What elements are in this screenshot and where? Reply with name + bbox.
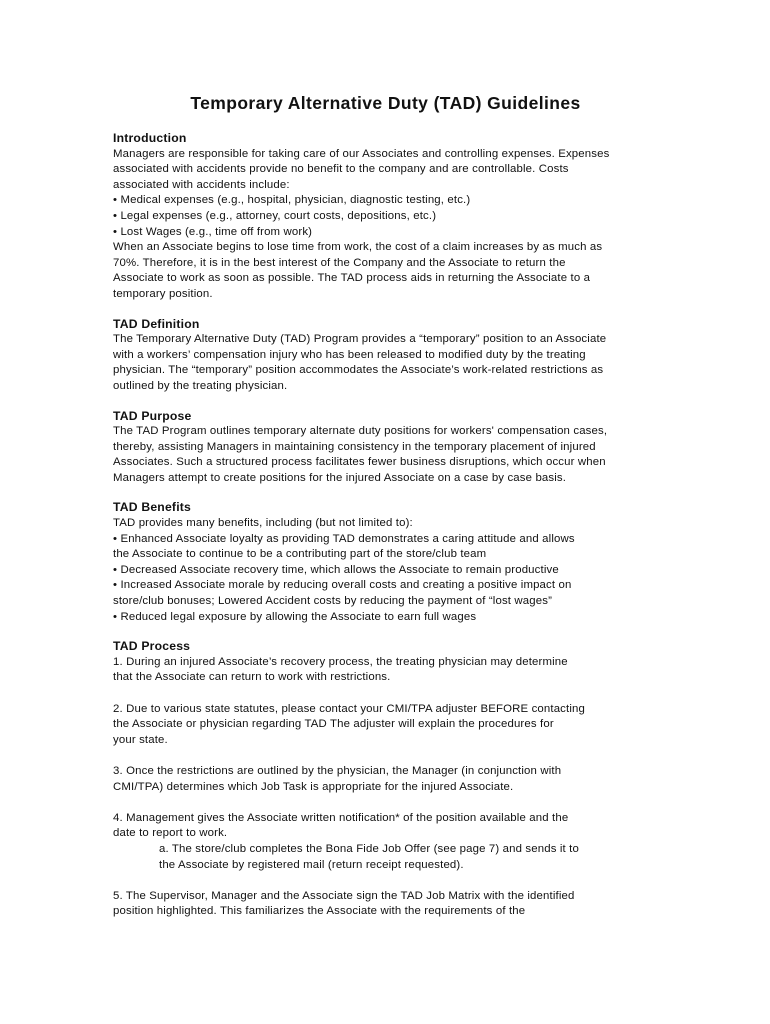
text-line: 1. During an injured Associate’s recovery process, the treating physician may determine xyxy=(113,655,568,668)
text-line: thereby, assisting Managers in maintaining consistency in the temporary placement of injured xyxy=(113,440,596,453)
bullet-line: • Medical expenses (e.g., hospital, physician, diagnostic testing, etc.) xyxy=(113,194,471,207)
bullet-line: • Legal expenses (e.g., attorney, court costs, depositions, etc.) xyxy=(113,209,437,222)
text-line: 70%. Therefore, it is in the best interest of the Company and the Associate to return the xyxy=(113,256,566,269)
text-line: Associates. Such a structured process facilitates fewer business disruptions, which occur when xyxy=(113,456,606,469)
text-line: Managers attempt to create positions for the injured Associate on a case by case basis. xyxy=(113,471,567,484)
text-line: store/club bonuses; Lowered Accident costs by reducing the payment of “lost wages” xyxy=(113,595,553,608)
text-line: physician. The “temporary” position accommodates the Associate’s work-related restrictions as xyxy=(113,364,604,377)
bullet-line: • Reduced legal exposure by allowing the Associate to earn full wages xyxy=(113,610,477,623)
text-line: 2. Due to various state statutes, please contact your CMI/TPA adjuster BEFORE contacting xyxy=(113,702,585,715)
text-line: temporary position. xyxy=(113,287,213,300)
text-line: the Associate to continue to be a contributing part of the store/club team xyxy=(113,548,487,561)
text-line: CMI/TPA) determines which Job Task is appropriate for the injured Associate. xyxy=(113,780,514,793)
text-line: TAD provides many benefits, including (but not limited to): xyxy=(113,517,413,530)
text-line: with a workers’ compensation injury who has been released to modified duty by the treating xyxy=(113,348,586,361)
document-title: Temporary Alternative Duty (TAD) Guidelines xyxy=(190,93,581,113)
text-line: 5. The Supervisor, Manager and the Associate sign the TAD Job Matrix with the identified xyxy=(113,889,575,902)
text-line: date to report to work. xyxy=(113,827,228,840)
text-line: The TAD Program outlines temporary alternate duty positions for workers' compensation cases, xyxy=(113,425,608,438)
text-line: When an Associate begins to lose time from work, the cost of a claim increases by as much as xyxy=(113,241,603,254)
section-tad-definition xyxy=(113,317,658,395)
section-introduction xyxy=(113,131,658,303)
text-line: 3. Once the restrictions are outlined by the physician, the Manager (in conjunction with xyxy=(113,764,562,777)
bullet-line: • Decreased Associate recovery time, which allows the Associate to remain productive xyxy=(113,563,559,576)
section-heading: Introduction xyxy=(113,131,187,145)
bullet-line: • Lost Wages (e.g., time off from work) xyxy=(113,225,313,238)
process-step-1 xyxy=(113,655,658,686)
text-line: your state. xyxy=(113,733,168,746)
section-heading: TAD Benefits xyxy=(113,500,192,515)
document-content xyxy=(113,93,658,934)
text-line: outlined by the treating physician. xyxy=(113,379,288,392)
section-tad-purpose xyxy=(113,409,658,487)
process-step-4 xyxy=(113,811,658,873)
text-line: that the Associate can return to work with restrictions. xyxy=(113,671,391,684)
section-heading: TAD Purpose xyxy=(113,408,192,423)
process-step-5 xyxy=(113,889,658,920)
section-tad-process xyxy=(113,639,658,920)
section-heading: TAD Definition xyxy=(113,316,200,331)
text-line: Associate to work as soon as possible. The TAD process aids in returning the Associate to a xyxy=(113,272,591,285)
bullet-line: • Increased Associate morale by reducing overall costs and creating a positive impact on xyxy=(113,579,572,592)
text-line: the Associate or physician regarding TAD The adjuster will explain the procedures for xyxy=(113,718,554,731)
text-line: position highlighted. This familiarizes the Associate with the requirements of the xyxy=(113,905,526,918)
process-step-2 xyxy=(113,702,658,749)
text-line: 4. Management gives the Associate written notification* of the position available and the xyxy=(113,811,569,824)
section-heading: TAD Process xyxy=(113,639,191,654)
text-line: The Temporary Alternative Duty (TAD) Program provides a “temporary” position to an Associate xyxy=(113,333,607,346)
text-line: associated with accidents provide no benefit to the company and are controllable. Costs xyxy=(113,163,569,176)
sub-step-line: a. The store/club completes the Bona Fide Job Offer (see page 7) and sends it to xyxy=(159,842,579,855)
bullet-line: • Enhanced Associate loyalty as providing TAD demonstrates a caring attitude and allows xyxy=(113,532,575,545)
process-step-3 xyxy=(113,764,658,795)
section-tad-benefits xyxy=(113,500,658,625)
text-line: Managers are responsible for taking care of our Associates and controlling expenses. Expenses xyxy=(113,147,610,160)
sub-step-line: the Associate by registered mail (return receipt requested). xyxy=(159,858,464,871)
text-line: associated with accidents include: xyxy=(113,178,290,191)
